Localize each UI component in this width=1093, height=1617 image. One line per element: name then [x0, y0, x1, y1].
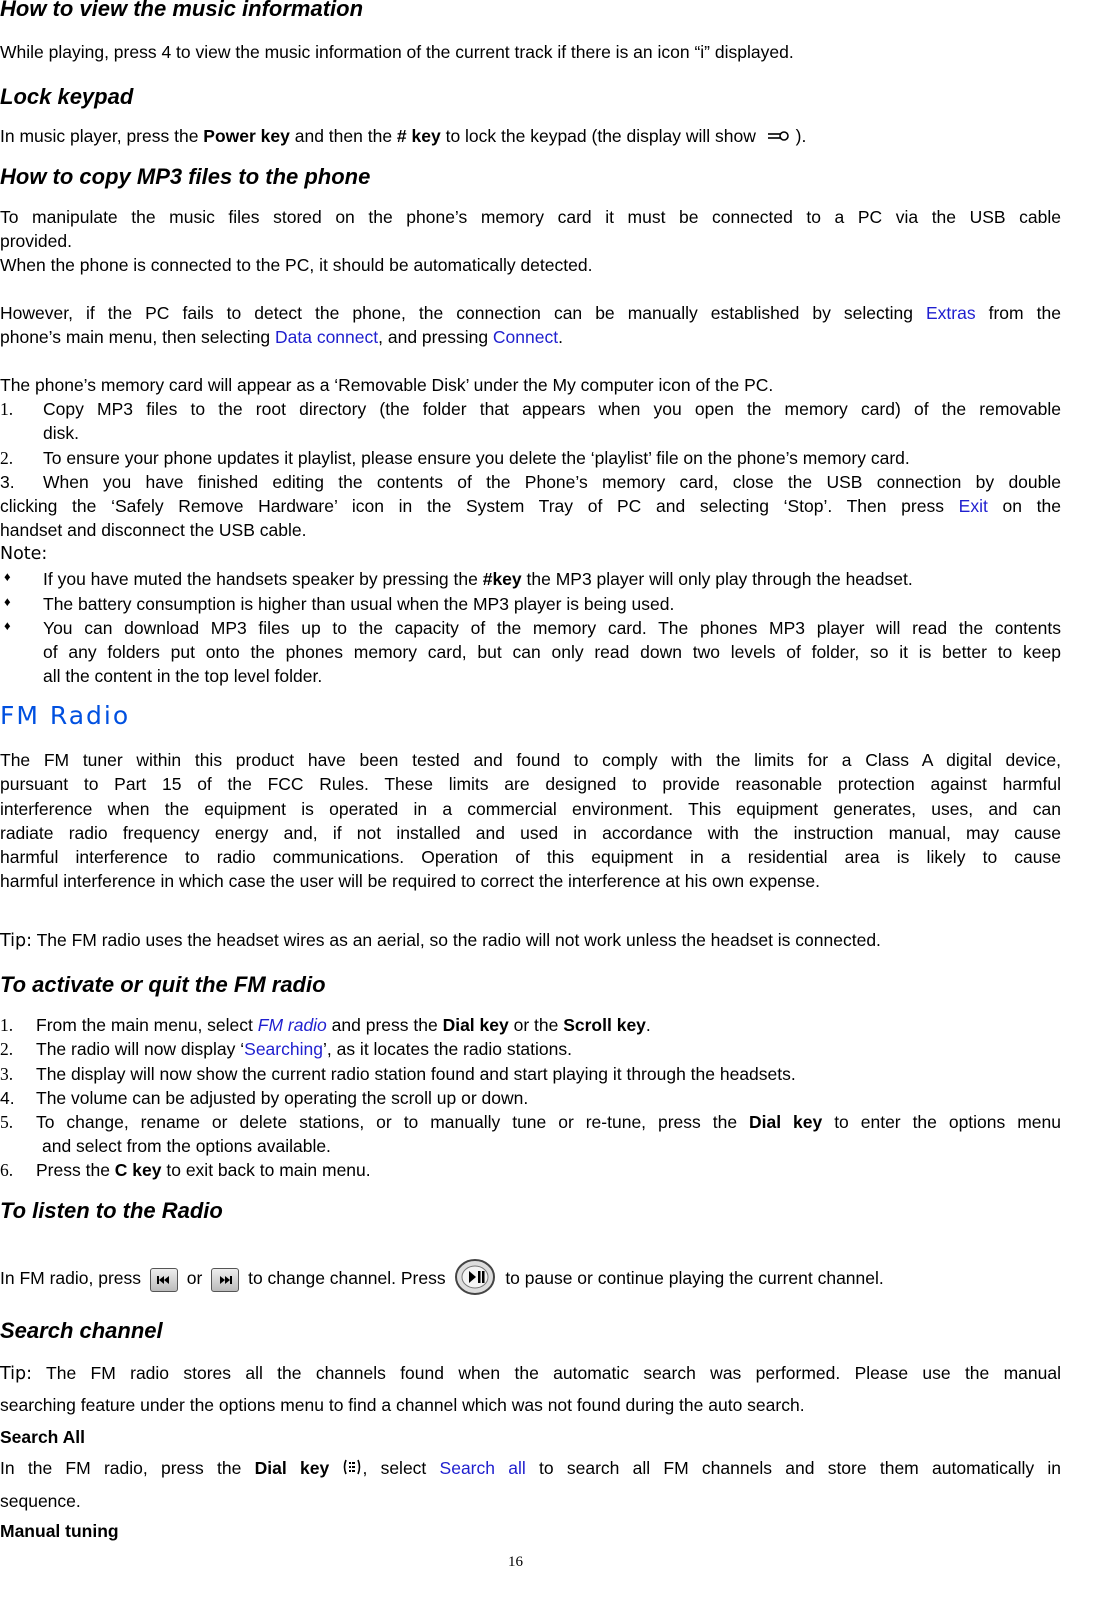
search-all-line1: In the FM radio, press the Dial key , select Search all to search all FM channels and store them automatically in: [0, 1458, 1061, 1481]
extras-menu-ref: Extras: [925, 303, 976, 323]
music-info-text: While playing, press 4 to view the music information of the current track if there is an icon “i” displayed.: [0, 42, 794, 62]
fm-para-line1: The FM tuner within this product have been tested and found to comply with the limits for a Class A digital device,: [0, 750, 1061, 770]
copy-para1-line2: provided.: [0, 231, 72, 251]
note2-text: The battery consumption is higher than usual when the MP3 player is being used.: [43, 594, 675, 614]
next-channel-icon: [211, 1268, 239, 1292]
fm-para-line4: radiate radio frequency energy and, if not installed and used in accordance with the instruction manual, may cause: [0, 823, 1061, 843]
search-all-line2: sequence.: [0, 1491, 81, 1511]
act-step1-number: 1.: [0, 1015, 14, 1035]
step2-number: 2.: [0, 448, 14, 468]
connect-ref: Connect: [492, 327, 559, 347]
step3-line1: When you have finished editing the contents of the Phone’s memory card, close the USB connection by double: [43, 472, 1061, 492]
heading-manual-tuning: Manual tuning: [0, 1521, 119, 1541]
act-step3: The display will now show the current radio station found and start playing it through the headsets.: [36, 1064, 796, 1084]
data-connect-ref: Data connect: [275, 327, 379, 347]
act-step4-number: 4.: [0, 1088, 15, 1108]
search-tip-line2: searching feature under the options menu to find a channel which was not found during the auto search.: [0, 1395, 805, 1415]
search-tip-line1: Tip: The FM radio stores all the channels found when the automatic search was performed. Please use the manual: [0, 1363, 1061, 1384]
note3-line1: You can download MP3 files up to the capacity of the memory card. The phones MP3 player will read the contents: [43, 618, 1061, 638]
note3-line3: all the content in the top level folder.: [43, 666, 323, 686]
step3-line3: handset and disconnect the USB cable.: [0, 520, 307, 540]
copy-para2-line1: However, if the PC fails to detect the phone, the connection can be manually established by selecting Extras from the: [0, 303, 1061, 323]
act-step2-number: 2.: [0, 1039, 14, 1059]
act-step5-number: 5.: [0, 1112, 14, 1132]
act-step5-line1: To change, rename or delete stations, or to manually tune or re-tune, press the Dial key to enter the options menu: [36, 1112, 1061, 1132]
step2-text: To ensure your phone updates it playlist, please ensure you delete the ‘playlist’ file on the phone’s memory card.: [43, 448, 910, 468]
note3-line2: of any folders put onto the phones memory card, but can only read down two levels of folder, so it is better to keep: [43, 642, 1061, 662]
act-step6-number: 6.: [0, 1160, 14, 1180]
searching-ref: Searching: [244, 1039, 323, 1059]
dial-key-icon: [342, 1458, 362, 1481]
play-pause-icon: [454, 1258, 496, 1301]
fm-para-line3: interference when the equipment is operated in a commercial environment. This equipment generates, uses, and can: [0, 799, 1061, 819]
lock-keypad-text: In music player, press the Power key and then the # key to lock the keypad (the display will show ).: [0, 126, 807, 146]
fm-radio-title: FM Radio: [0, 701, 131, 730]
act-step2: The radio will now display ‘Searching’, as it locates the radio stations.: [36, 1039, 572, 1059]
act-step1: From the main menu, select FM radio and press the Dial key or the Scroll key.: [36, 1015, 651, 1035]
heading-search-channel: Search channel: [0, 1318, 163, 1343]
heading-lock-keypad: Lock keypad: [0, 84, 134, 109]
copy-para1-line1: To manipulate the music files stored on the phone’s memory card it must be connected to a PC via the USB cable: [0, 207, 1061, 227]
fm-radio-ref: FM radio: [257, 1015, 327, 1035]
step1-line1: Copy MP3 files to the root directory (the folder that appears when you open the memory card) of the removable: [43, 399, 1061, 419]
listen-text: In FM radio, press or to change channel. Press to pause or continue playing the current channel.: [0, 1258, 884, 1301]
bullet-diamond-icon: ♦: [4, 618, 11, 633]
act-step6: Press the C key to exit back to main menu.: [36, 1160, 371, 1180]
copy-para3: The phone’s memory card will appear as a ‘Removable Disk’ under the My computer icon of the PC.: [0, 375, 774, 395]
note-label: Note:: [0, 544, 48, 564]
exit-ref: Exit: [958, 496, 988, 516]
bullet-diamond-icon: ♦: [4, 594, 11, 609]
act-step3-number: 3.: [0, 1064, 14, 1084]
copy-para2-line2: phone’s main menu, then selecting Data connect, and pressing Connect.: [0, 327, 563, 347]
fm-tip: Tip: The FM radio uses the headset wires as an aerial, so the radio will not work unless the headset is connected.: [0, 930, 881, 951]
note1-text: If you have muted the handsets speaker by pressing the #key the MP3 player will only play through the headset.: [43, 569, 913, 589]
fm-para-line6: harmful interference in which case the user will be required to correct the interference at his own expense.: [0, 871, 821, 891]
fm-para-line2: pursuant to Part 15 of the FCC Rules. These limits are designed to provide reasonable protection against harmful: [0, 774, 1061, 794]
heading-search-all: Search All: [0, 1427, 85, 1447]
step1-line2: disk.: [43, 423, 79, 443]
heading-listen-radio: To listen to the Radio: [0, 1198, 223, 1223]
search-all-ref: Search all: [439, 1458, 526, 1479]
step1-number: 1.: [0, 399, 14, 419]
act-step4: The volume can be adjusted by operating the scroll up or down.: [36, 1088, 529, 1108]
fm-para-line5: harmful interference to radio communications. Operation of this equipment in a residential area is likely to cause: [0, 847, 1061, 867]
lock-keypad-icon: [767, 127, 791, 148]
act-step5-line2: and select from the options available.: [42, 1136, 331, 1156]
heading-activate-fm: To activate or quit the FM radio: [0, 972, 326, 997]
heading-music-info: How to view the music information: [0, 0, 364, 21]
bullet-diamond-icon: ♦: [4, 569, 11, 584]
step3-line2: clicking the ‘Safely Remove Hardware’ icon in the System Tray of PC and selecting ‘Stop’. Then press Exit on the: [0, 496, 1061, 516]
heading-copy-mp3: How to copy MP3 files to the phone: [0, 164, 371, 189]
copy-para1-line3: When the phone is connected to the PC, it should be automatically detected.: [0, 255, 593, 275]
prev-channel-icon: [150, 1268, 178, 1292]
page-number: 16: [508, 1554, 523, 1570]
step3-number: 3.: [0, 472, 15, 492]
